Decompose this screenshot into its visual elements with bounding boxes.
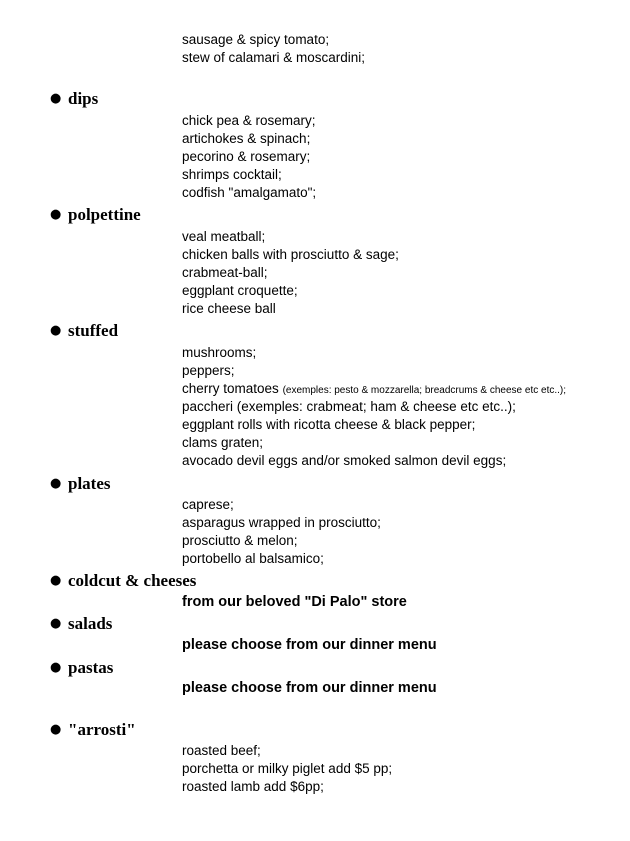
menu-item: chick pea & rosemary; [182, 113, 316, 128]
section-heading-coldcut [50, 571, 196, 591]
section-heading-arrosti [50, 720, 136, 740]
menu-item: paccheri (exemples: crabmeat; ham & cheese etc etc..); [182, 399, 516, 414]
section-note: please choose from our dinner menu [182, 680, 437, 696]
menu-item [182, 380, 566, 400]
menu-item: prosciutto & melon; [182, 533, 298, 548]
section-title: polpettine [68, 205, 141, 224]
menu-item: avocado devil eggs and/or smoked salmon devil eggs; [182, 453, 507, 468]
section-title: "arrosti" [68, 720, 136, 739]
section-heading-polpettine [50, 205, 141, 225]
menu-item: pecorino & rosemary; [182, 149, 311, 164]
menu-item: porchetta or milky piglet add $5 pp; [182, 761, 393, 776]
menu-item-text: cherry tomatoes [182, 381, 279, 396]
menu-item: caprese; [182, 497, 234, 512]
menu-item: eggplant croquette; [182, 283, 298, 298]
menu-item: roasted beef; [182, 743, 261, 758]
section-note: please choose from our dinner menu [182, 637, 437, 653]
menu-item: stew of calamari & moscardini; [182, 50, 366, 65]
bullet-icon: ● [50, 573, 62, 588]
menu-item: roasted lamb add $6pp; [182, 779, 324, 794]
section-heading-salads [50, 614, 112, 634]
section-title: pastas [68, 658, 114, 677]
menu-item: artichokes & spinach; [182, 131, 311, 146]
section-title: salads [68, 614, 113, 633]
menu-item: rice cheese ball [182, 301, 276, 316]
section-heading-plates [50, 474, 111, 494]
menu-item: sausage & spicy tomato; [182, 32, 330, 47]
menu-item: clams graten; [182, 435, 264, 450]
section-title: dips [68, 89, 99, 108]
menu-item: shrimps cocktail; [182, 167, 282, 182]
menu-item: peppers; [182, 363, 235, 378]
section-title: coldcut & cheeses [68, 571, 197, 590]
section-heading-stuffed [50, 321, 118, 341]
section-heading-dips [50, 89, 98, 109]
section-note: from our beloved "Di Palo" store [182, 594, 407, 610]
bullet-icon: ● [50, 616, 62, 631]
section-title: plates [68, 474, 111, 493]
bullet-icon: ● [50, 91, 62, 106]
menu-item: codfish "amalgamato"; [182, 185, 317, 200]
bullet-icon: ● [50, 722, 62, 737]
section-title: stuffed [68, 321, 119, 340]
menu-item: chicken balls with prosciutto & sage; [182, 247, 399, 262]
bullet-icon: ● [50, 207, 62, 222]
menu-item: crabmeat-ball; [182, 265, 268, 280]
menu-item: veal meatball; [182, 229, 266, 244]
menu-item: eggplant rolls with ricotta cheese & black pepper; [182, 417, 476, 432]
menu-item: mushrooms; [182, 345, 257, 360]
section-heading-pastas [50, 658, 113, 678]
menu-item: portobello al balsamico; [182, 551, 324, 566]
bullet-icon: ● [50, 476, 62, 491]
menu-item: asparagus wrapped in prosciutto; [182, 515, 381, 530]
bullet-icon: ● [50, 660, 62, 675]
bullet-icon: ● [50, 323, 62, 338]
menu-item-note: (exemples: pesto & mozzarella; breadcrums & cheese etc etc..); [282, 385, 567, 396]
